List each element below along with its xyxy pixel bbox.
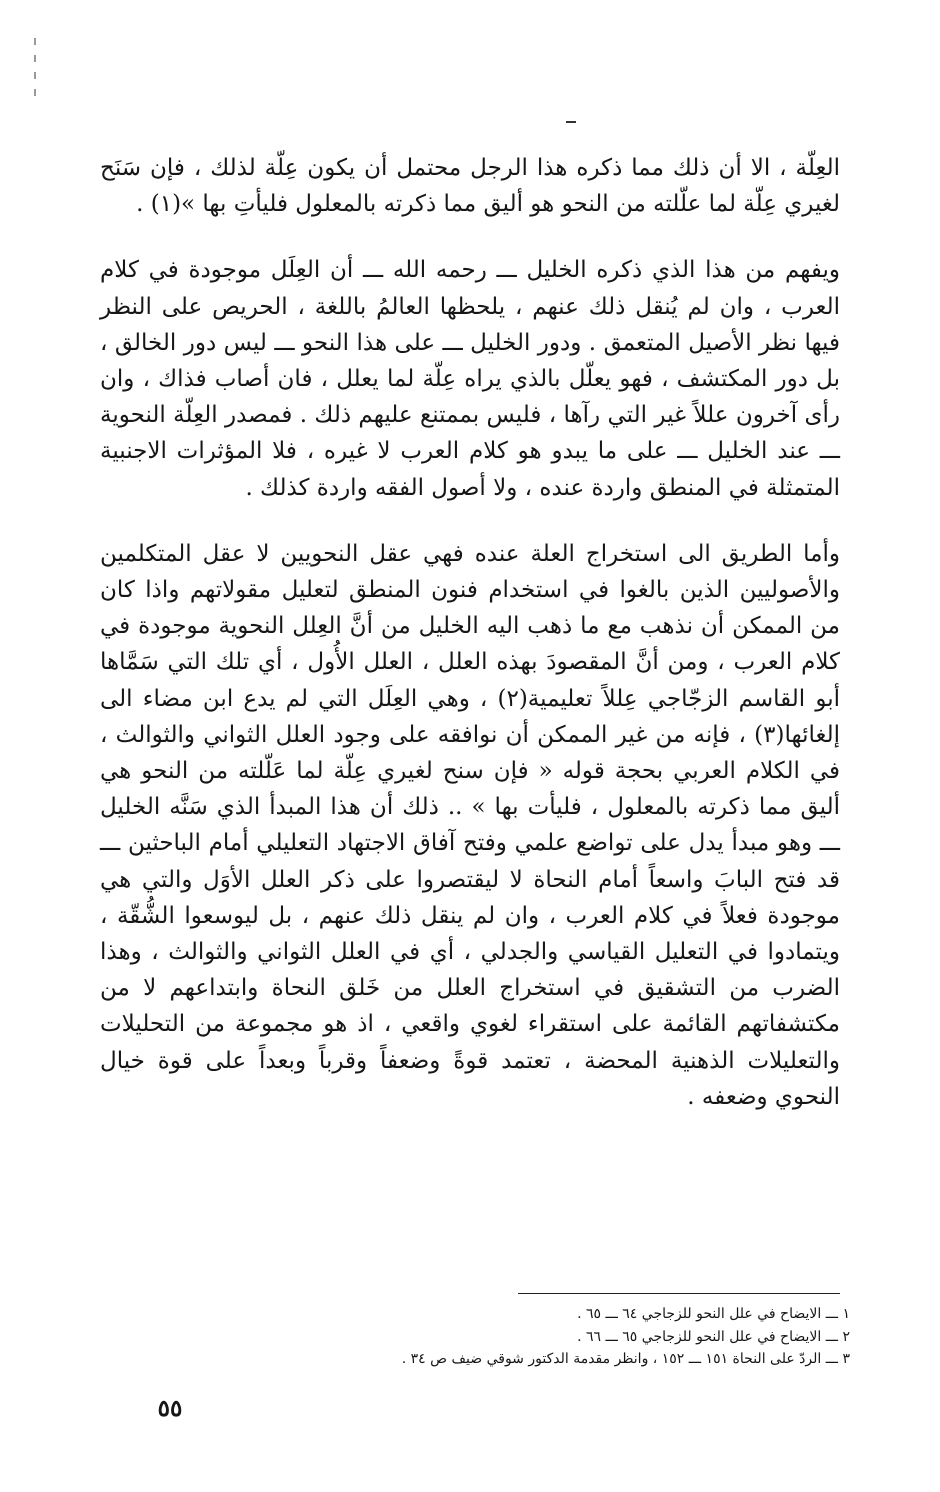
footnotes bbox=[330, 1303, 850, 1371]
page-number: ٥٥ bbox=[157, 1395, 183, 1422]
paragraph-1: العِلّة ، الا أن ذلك مما ذكره هذا الرجل محتمل أن يكون عِلّة لذلك ، فإن سَنَح لغيري عِلّة لما علّلته من النحو هو أليق مما ذكرته بالمعلول فليأتِ بها »(١) . bbox=[100, 155, 840, 218]
paragraph-gap bbox=[100, 222, 840, 252]
paragraph-3: وأما الطريق الى استخراج العلة عنده فهي عقل النحويين لا عقل المتكلمين والأصوليين الذين بالغوا في استخدام فنون المنطق لتعليل مقولاتهم واذا كان من الممكن أن نذهب مع ما ذهب اليه الخليل من أنَّ العِلل النحوية موجودة في كلام العرب ، ومن أنَّ المقصودَ بهذه العلل ، العلل الأُول ، أي تلك التي سَمَّاها أبو القاسم الزجّاجي عِللاً تعليمية(٢) ، وهي العِلَل التي لم يدع ابن مضاء الى إلغائها(٣) ، فإنه من غير الممكن أن نوافقه على وجود العلل الثواني والثوالث ، في الكلام العربي بحجة قوله « فإن سنح لغيري عِلّة لما عَلّلته من النحو هي أليق مما ذكرته بالمعلول ، فليأت بها » .. ذلك أن هذا المبدأ الذي سَنَّه الخليل ـــ وهو مبدأ يدل على تواضع علمي وفتح آفاق الاجتهاد التعليلي أمام الباحثين ـــ قد فتح البابَ واسعاً أمام النحاة لا ليقتصروا على ذكر العلل الأوَل والتي هي موجودة فعلاً في كلام العرب ، وان لم ينقل ذلك عنهم ، بل ليوسعوا الشُّقّة ، ويتمادوا في التعليل القياسي والجدلي ، أي في العلل الثواني والثوالث ، وهذا الضرب من التشقيق في استخراج العلل من خَلق النحاة وابتداعهم لا من مكتشفاتهم القائمة على استقراء لغوي واقعي ، اذ هو مجموعة من التحليلات والتعليلات الذهنية المحضة ، تعتمد قوةً وضعفاً وقرباً وبعداً على قوة خيال النحوي وضعفه . bbox=[100, 540, 840, 1110]
scan-edge-marks bbox=[34, 38, 36, 113]
footnote-1: ١ ـــ الايضاح في علل النحو للزجاجي ٦٤ ـــ ٦٥ . bbox=[577, 1306, 850, 1322]
main-text bbox=[100, 150, 840, 1115]
paragraph-2: ويفهم من هذا الذي ذكره الخليل ـــ رحمه الله ـــ أن العِلَل موجودة في كلام العرب ، وان لم يُنقل ذلك عنهم ، يلحظها العالمُ باللغة ، الحريص على النظر فيها نظر الأصيل المتعمق . ودور الخليل ـــ على هذا النحو ـــ ليس دور الخالق ، بل دور المكتشف ، فهو يعلّل بالذي يراه عِلّة لما يعلل ، فان أصاب فذاك ، وان رأى آخرون عللاً غير التي رآها ، فليس بممتنع عليهم ذلك . فمصدر العِلّة النحوية ـــ عند الخليل ـــ على ما يبدو هو كلام العرب لا غيره ، فلا المؤثرات الاجنبية المتمثلة في المنطق واردة عنده ، ولا أصول الفقه واردة كذلك . bbox=[100, 257, 840, 501]
paragraph-gap bbox=[100, 506, 840, 536]
footnote-2: ٢ ـــ الايضاح في علل النحو للزجاجي ٦٥ ـــ ٦٦ . bbox=[577, 1328, 850, 1345]
footnote-3: ٣ ـــ الردّ على النحاة ١٥١ ـــ ١٥٢ ، وانظر مقدمة الدكتور شوقي ضيف ص ٣٤ . bbox=[401, 1351, 850, 1367]
footnote-divider bbox=[518, 1293, 840, 1294]
header-dash bbox=[566, 121, 576, 123]
